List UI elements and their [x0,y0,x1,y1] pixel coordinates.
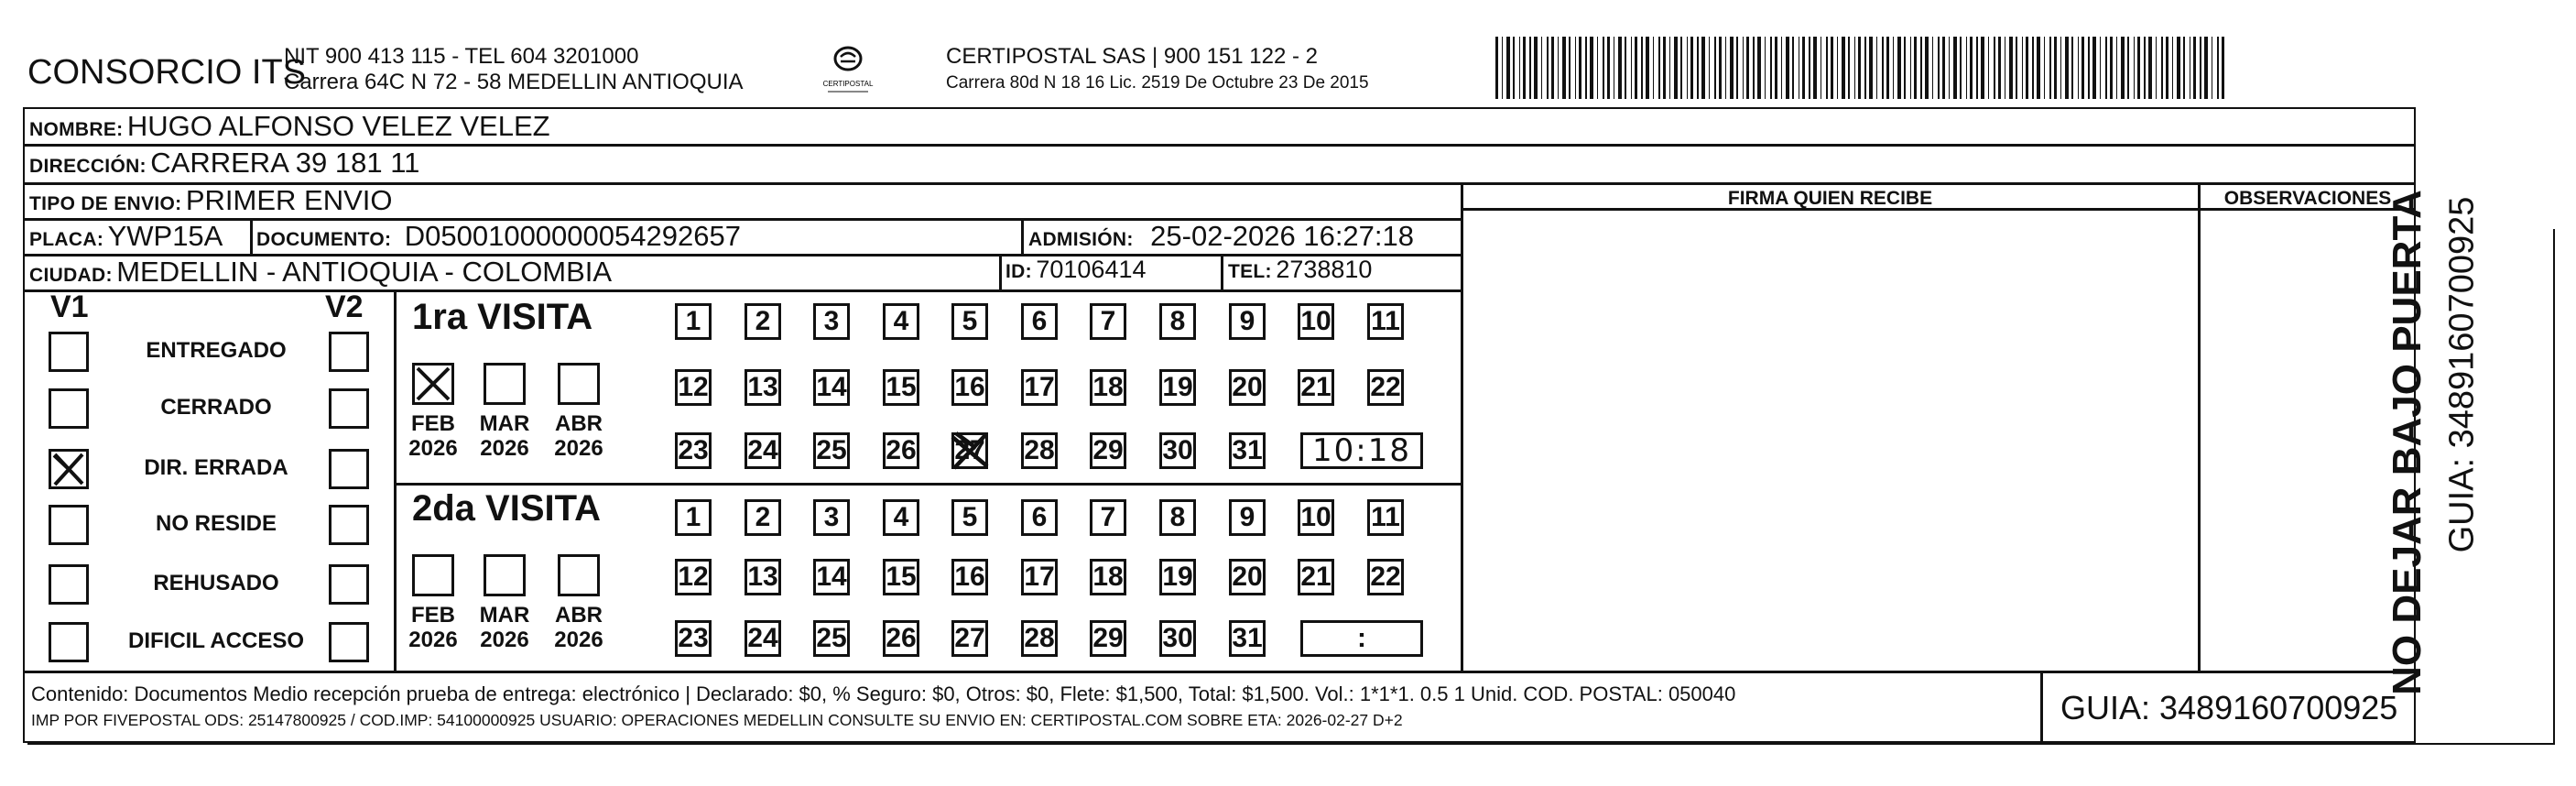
visit2-day-box[interactable] [1090,499,1126,536]
visit2-day-number: 8 [1169,502,1186,532]
visit2-day-box[interactable] [675,499,712,536]
firma-header: FIRMA QUIEN RECIBE [1727,188,1933,209]
direccion-value: CARRERA 39 181 11 [150,147,420,179]
visit1-day-box[interactable] [1298,303,1334,340]
certipostal-logo [822,40,874,97]
visit1-day-box[interactable] [1021,432,1058,469]
visit1-day-box[interactable] [675,303,712,340]
visit1-day-number: 17 [1024,372,1055,402]
nombre-value: HUGO ALFONSO VELEZ VELEZ [126,110,550,142]
observaciones-header: OBSERVACIONES [2223,188,2392,209]
visit1-day-box[interactable] [1090,369,1126,406]
visit1-day-box[interactable] [883,432,919,469]
visit1-day-box[interactable] [1159,303,1196,340]
admision-label: ADMISIÓN: [1028,229,1134,250]
documento-label: DOCUMENTO: [256,229,392,250]
visit2-day-box[interactable] [1021,620,1058,657]
visit2-day-box[interactable] [745,499,781,536]
visit2-day-number: 22 [1370,562,1401,592]
visit1-day-box[interactable] [883,369,919,406]
footer-imp: IMP POR FIVEPOSTAL ODS: 25147800925 / COD.IMP: 54100000925 USUARIO: OPERACIONES MEDELLIN CONSULTE SU ENVIO EN: CERTIPOSTAL.COM SOBRE ETA: 2026-02-27 D+2 [31,711,1403,729]
visit1-month-checkbox[interactable] [412,363,454,405]
visit2-day-box[interactable] [1021,559,1058,595]
visit2-day-number: 5 [962,502,978,532]
check-mark-icon [949,430,991,479]
visit2-time-value: : [1357,623,1366,653]
visit1-day-number: 9 [1239,306,1255,336]
visit1-day-box[interactable] [1159,369,1196,406]
visit1-day-box[interactable] [1159,432,1196,469]
visit1-day-number: 20 [1232,372,1263,402]
v1-checkbox[interactable] [49,332,89,372]
visit1-day-number: 3 [823,306,840,336]
visit2-day-number: 12 [678,562,709,592]
reason-label: ENTREGADO [146,338,287,363]
visit2-day-box[interactable] [1159,499,1196,536]
visit2-day-box[interactable] [675,559,712,595]
visit1-day-number: 8 [1169,306,1186,336]
visit1-day-number: 25 [816,435,847,465]
visit1-month-checkbox[interactable] [558,363,600,405]
id-value: 70106414 [1036,256,1147,283]
visit2-day-number: 18 [1092,562,1124,592]
v2-header: V2 [325,289,364,324]
visit1-day-number: 29 [1092,435,1124,465]
visit2-day-box[interactable] [1090,620,1126,657]
visit2-day-number: 14 [816,562,847,592]
visit2-day-box[interactable] [1090,559,1126,595]
visit2-day-number: 20 [1232,562,1263,592]
visit1-day-box[interactable] [1229,432,1266,469]
logo-text: CERTIPOSTAL [822,80,874,88]
v2-checkbox[interactable] [329,388,369,429]
visit2-day-box[interactable] [883,620,919,657]
visit1-day-box[interactable] [675,432,712,469]
visit1-day-number: 28 [1024,435,1055,465]
visit2-month-checkbox[interactable] [558,554,600,596]
visit2-day-box[interactable] [1229,620,1266,657]
visit1-day-box[interactable] [813,303,850,340]
visit2-day-box[interactable] [813,499,850,536]
nit-line: NIT 900 413 115 - TEL 604 3201000 [284,44,639,69]
visit2-month-checkbox[interactable] [484,554,526,596]
visit1-day-number: 27 [954,435,985,465]
visit2-day-box[interactable] [813,559,850,595]
v2-checkbox[interactable] [329,332,369,372]
visit1-month-label: FEB [411,411,455,436]
visit2-day-box[interactable] [951,499,988,536]
visit1-time-value: 10:18 [1312,432,1411,469]
visit1-day-box[interactable] [813,369,850,406]
visit2-day-box[interactable] [745,559,781,595]
visit2-time-box[interactable] [1300,620,1423,657]
ciudad-value: MEDELLIN - ANTIOQUIA - COLOMBIA [116,256,613,288]
visit2-day-number: 19 [1162,562,1193,592]
visit1-day-number: 19 [1162,372,1193,402]
company-name: CONSORCIO ITS [27,53,307,92]
reason-label: DIFICIL ACCESO [127,628,304,653]
visit1-title: 1ra VISITA [412,297,593,337]
visit1-day-number: 2 [755,306,771,336]
visit2-day-number: 26 [886,623,917,653]
visit2-day-box[interactable] [883,499,919,536]
visit1-day-box[interactable] [1367,303,1404,340]
visit2-day-number: 25 [816,623,847,653]
visit2-day-number: 3 [823,502,840,532]
visit2-title: 2da VISITA [412,488,601,529]
reason-label: REHUSADO [153,571,279,595]
visit2-year-label: 2026 [408,628,458,652]
visit2-day-box[interactable] [1298,559,1334,595]
barcode [1495,37,2228,99]
visit1-day-box[interactable] [675,369,712,406]
tel-label: TEL: [1228,261,1272,282]
v2-checkbox[interactable] [329,505,369,545]
visit1-day-number: 31 [1232,435,1263,465]
visit2-day-number: 24 [747,623,778,653]
reason-label: NO RESIDE [155,511,277,536]
id-label: ID: [1005,261,1032,282]
visit2-day-box[interactable] [1229,499,1266,536]
visit1-day-number: 16 [954,372,985,402]
visit1-day-box[interactable] [951,432,988,469]
visit1-day-box[interactable] [745,432,781,469]
visit1-day-box[interactable] [813,432,850,469]
visit1-day-box[interactable] [1367,369,1404,406]
visit2-day-number: 30 [1162,623,1193,653]
reason-label: DIR. ERRADA [144,455,288,480]
v2-checkbox[interactable] [329,564,369,605]
v1-checkbox[interactable] [49,622,89,662]
visit2-month-label: ABR [555,603,603,628]
visit1-month-label: ABR [555,411,603,436]
visit2-day-number: 7 [1100,502,1116,532]
visit1-day-number: 30 [1162,435,1193,465]
documento-value: D05001000000054292657 [404,220,741,252]
reason-label: CERRADO [160,395,272,420]
visit2-day-box[interactable] [1367,559,1404,595]
visit1-day-box[interactable] [1021,369,1058,406]
visit2-day-box[interactable] [1367,499,1404,536]
v1-checkbox[interactable] [49,505,89,545]
visit1-day-box[interactable] [1090,432,1126,469]
visit1-day-box[interactable] [745,303,781,340]
visit2-day-number: 21 [1300,562,1331,592]
visit2-day-number: 2 [755,502,771,532]
direccion-label: DIRECCIÓN: [29,156,147,177]
tipo-value: PRIMER ENVIO [185,184,393,216]
visit1-month-label: MAR [479,411,530,436]
placa-value: YWP15A [107,220,223,252]
visit1-day-number: 23 [678,435,709,465]
visit2-day-number: 9 [1239,502,1255,532]
visit2-day-number: 1 [685,502,701,532]
footer-guia: GUIA: 3489160700925 [2060,689,2398,726]
visit2-day-box[interactable] [1159,559,1196,595]
visit2-year-label: 2026 [554,628,603,652]
visit2-day-number: 6 [1031,502,1048,532]
visit2-day-number: 4 [893,502,909,532]
visit2-day-number: 15 [886,562,917,592]
visit1-day-number: 10 [1300,306,1331,336]
visit1-day-number: 26 [886,435,917,465]
admision-value: 25-02-2026 16:27:18 [1150,220,1415,252]
visit2-month-checkbox[interactable] [412,554,454,596]
visit2-day-number: 23 [678,623,709,653]
visit1-day-number: 1 [685,306,701,336]
visit2-day-number: 11 [1371,502,1400,532]
visit2-day-number: 13 [747,562,778,592]
visit2-day-number: 16 [954,562,985,592]
visit1-day-box[interactable] [883,303,919,340]
visit2-day-number: 27 [954,623,985,653]
visit2-year-label: 2026 [480,628,529,652]
v1-checkbox[interactable] [49,564,89,605]
visit1-day-number: 14 [816,372,847,402]
nombre-label: NOMBRE: [29,119,124,140]
visit1-day-box[interactable] [1298,369,1334,406]
company-address: Carrera 64C N 72 - 58 MEDELLIN ANTIOQUIA [284,70,744,94]
placa-label: PLACA: [29,229,104,250]
tipo-label: TIPO DE ENVIO: [29,193,182,214]
visit1-day-number: 5 [962,306,978,336]
side-warning: NO DEJAR BAJO PUERTA [2385,190,2429,695]
visit2-day-number: 28 [1024,623,1055,653]
certipostal-line: CERTIPOSTAL SAS | 900 151 122 - 2 [946,44,1318,69]
footer-contenido: Contenido: Documentos Medio recepción prueba de entrega: electrónico | Declarado: $0, % Seguro: $0, Otros: $0, Flete: $1,500, Total: $1,500. Vol.: 1*1*1. 0.5 1 Unid. COD. POSTAL: 050040 [31,682,1736,705]
visit1-time-box[interactable] [1300,432,1423,469]
visit1-year-label: 2026 [554,436,603,461]
visit2-day-box[interactable] [1298,499,1334,536]
visit1-day-box[interactable] [951,303,988,340]
visit2-day-number: 10 [1300,502,1331,532]
side-guia: GUIA: 3489160700925 [2442,196,2482,553]
visit2-day-number: 29 [1092,623,1124,653]
v1-checkbox[interactable] [49,388,89,429]
visit2-day-box[interactable] [951,620,988,657]
visit2-day-box[interactable] [883,559,919,595]
visit1-year-label: 2026 [408,436,458,461]
visit1-day-number: 15 [886,372,917,402]
visit2-day-box[interactable] [745,620,781,657]
visit1-day-number: 18 [1092,372,1124,402]
visit1-day-number: 24 [747,435,778,465]
visit1-day-box[interactable] [1229,303,1266,340]
visit1-day-number: 21 [1300,372,1331,402]
v2-checkbox[interactable] [329,622,369,662]
visit2-day-number: 31 [1232,623,1263,653]
visit1-day-number: 11 [1371,306,1400,336]
visit2-day-box[interactable] [1159,620,1196,657]
tel-value: 2738810 [1276,256,1373,283]
visit1-day-number: 22 [1370,372,1401,402]
visit2-day-box[interactable] [951,559,988,595]
visit1-day-number: 12 [678,372,709,402]
v1-header: V1 [50,289,89,324]
visit2-month-label: FEB [411,603,455,628]
v2-checkbox[interactable] [329,449,369,489]
visit1-day-number: 6 [1031,306,1048,336]
visit2-day-box[interactable] [1229,559,1266,595]
license-line: Carrera 80d N 18 16 Lic. 2519 De Octubre 23 De 2015 [946,73,1369,93]
visit2-day-number: 17 [1024,562,1055,592]
visit2-month-label: MAR [479,603,530,628]
visit2-day-box[interactable] [1021,499,1058,536]
visit1-year-label: 2026 [480,436,529,461]
visit2-day-box[interactable] [813,620,850,657]
visit1-day-box[interactable] [1090,303,1126,340]
ciudad-label: CIUDAD: [29,265,113,286]
visit1-day-box[interactable] [1229,369,1266,406]
visit1-day-box[interactable] [745,369,781,406]
visit1-day-number: 7 [1100,306,1116,336]
visit2-day-box[interactable] [675,620,712,657]
v1-checkbox[interactable] [49,449,89,489]
visit1-day-box[interactable] [951,369,988,406]
visit1-day-box[interactable] [1021,303,1058,340]
visit1-month-checkbox[interactable] [484,363,526,405]
visit1-day-number: 13 [747,372,778,402]
visit1-day-number: 4 [893,306,909,336]
